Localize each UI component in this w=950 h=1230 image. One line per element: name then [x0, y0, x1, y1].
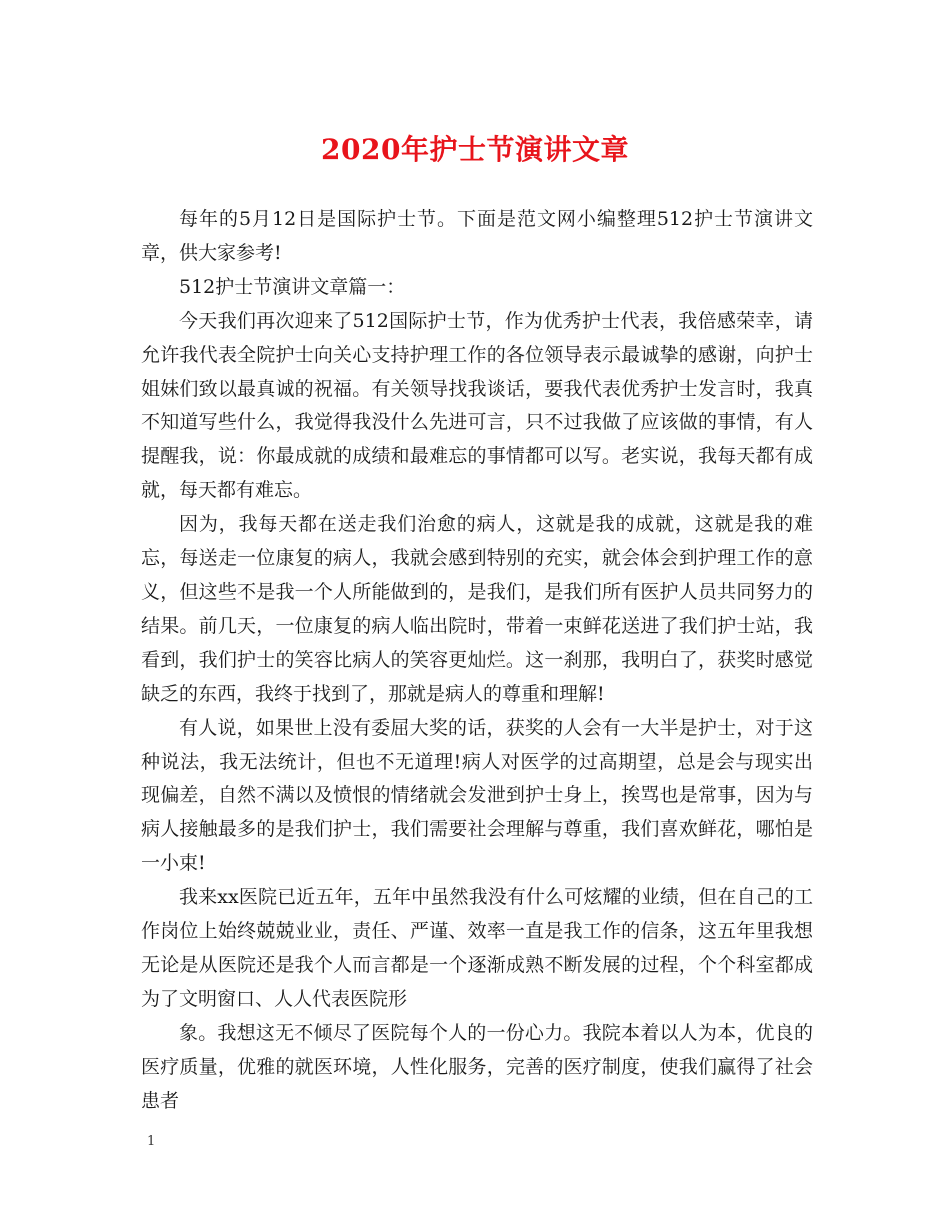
document-title: 2020年护士节演讲文章: [321, 133, 629, 166]
paragraph-3: 有人说，如果世上没有委屈大奖的话，获奖的人会有一大半是护士，对于这种说法，我无法统计，但也不无道理!病人对医学的过高期望，总是会与现实出现偏差，自然不满以及愤恨的情绪就会发泄到护士身上，挨骂也是常事，因为与病人接触最多的是我们护士，我们需要社会理解与尊重，我们喜欢鲜花，哪怕是一小束!: [141, 716, 813, 875]
paragraph-5: 象。我想这无不倾尽了医院每个人的一份心力。我院本着以人为本，优良的医疗质量，优雅的就医环境，人性化服务，完善的医疗制度，使我们赢得了社会患者: [141, 1021, 813, 1112]
page-number: 1: [147, 1134, 156, 1149]
paragraph-2: 因为，我每天都在送走我们治愈的病人，这就是我的成就，这就是我的难忘，每送走一位康复的病人，我就会感到特别的充实，就会体会到护理工作的意义，但这些不是我一个人所能做到的，是我们，是我们所有医护人员共同努力的结果。前几天，一位康复的病人临出院时，带着一束鲜花送进了我们护士站，我看到，我们护士的笑容比病人的笑容更灿烂。这一刹那，我明白了，获奖时感觉缺乏的东西，我终于找到了，那就是病人的尊重和理解!: [141, 513, 813, 705]
paragraph-4: 我来xx医院已近五年，五年中虽然我没有什么可炫耀的业绩，但在自己的工作岗位上始终兢兢业业，责任、严谨、效率一直是我工作的信条，这五年里我想无论是从医院还是我个人而言都是一个逐渐成熟不断发展的过程，个个科室都成为了文明窗口、人人代表医院形: [141, 886, 813, 1010]
paragraph-intro: 每年的5月12日是国际护士节。下面是范文网小编整理512护士节演讲文章，供大家参考!: [141, 208, 813, 264]
paragraph-section-heading: 512护士节演讲文章篇一：: [179, 275, 406, 298]
document-body: [141, 203, 813, 1118]
paragraph-1: 今天我们再次迎来了512国际护士节，作为优秀护士代表，我倍感荣幸，请允许我代表全院护士向关心支持护理工作的各位领导表示最诚挚的感谢，向护士姐妹们致以最真诚的祝福。有关领导找我谈话，要我代表优秀护士发言时，我真不知道写些什么，我觉得我没什么先进可言，只不过我做了应该做的事情，有人提醒我，说：你最成就的成绩和最难忘的事情都可以写。老实说，我每天都有成就，每天都有难忘。: [141, 309, 813, 502]
